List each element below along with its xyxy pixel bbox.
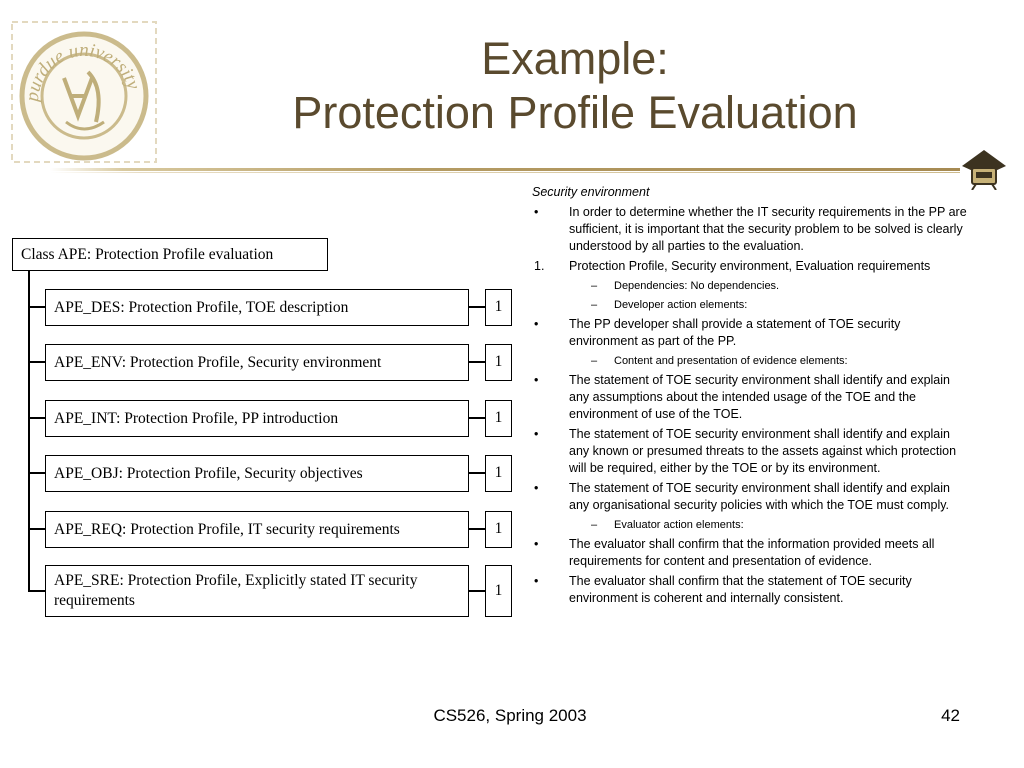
- component-box-ape-env: [45, 344, 469, 381]
- level-box: [485, 289, 512, 326]
- bullet-marker: •: [534, 537, 539, 551]
- tree-trunk-line: [28, 271, 30, 591]
- tree-branch-line: [28, 528, 46, 530]
- sub-list-item: [532, 278, 972, 294]
- title-line-2: Protection Profile Evaluation: [292, 87, 858, 138]
- component-label-line-1: APE_SRE: Protection Profile, Explicitly stated IT security: [54, 572, 418, 589]
- component-label: APE_OBJ: Protection Profile, Security objectives: [54, 465, 363, 482]
- component-label: APE_ENV: Protection Profile, Security environment: [54, 354, 382, 371]
- list-item-text: The statement of TOE security environment shall identify and explain any known or presumed threats to the assets against which protection will be required, either by the TOE or by its environment.: [569, 427, 957, 475]
- level-box: [485, 455, 512, 492]
- component-label: APE_REQ: Protection Profile, IT security requirements: [54, 521, 400, 538]
- list-item: [532, 258, 972, 275]
- level-value: 1: [494, 409, 503, 426]
- dash-marker: –: [591, 299, 598, 311]
- component-label: APE_INT: Protection Profile, PP introduction: [54, 410, 339, 427]
- level-box: [485, 511, 512, 548]
- dash-marker: –: [591, 280, 598, 292]
- list-item: [532, 372, 972, 423]
- list-item: [532, 316, 972, 350]
- component-box-ape-req: [45, 511, 469, 548]
- level-connector-line: [469, 590, 485, 592]
- bullet-marker: •: [534, 317, 539, 331]
- class-box: [12, 238, 328, 271]
- component-box-ape-sre: [45, 565, 469, 617]
- dash-marker: –: [591, 519, 598, 531]
- security-environment-notes: [532, 184, 972, 610]
- list-item: [532, 480, 972, 514]
- list-item-text: The evaluator shall confirm that the statement of TOE security environment is coherent and internally consistent.: [569, 574, 912, 605]
- bullet-marker: •: [534, 205, 539, 219]
- title-line-1: Example:: [481, 33, 669, 84]
- component-label: APE_DES: Protection Profile, TOE description: [54, 299, 349, 316]
- level-value: 1: [494, 298, 503, 315]
- level-connector-line: [469, 472, 485, 474]
- sub-list-item-text: Evaluator action elements:: [614, 519, 744, 531]
- bullet-marker: •: [534, 427, 539, 441]
- sub-list-item-text: Content and presentation of evidence elements:: [614, 355, 848, 367]
- list-item-text: The statement of TOE security environment shall identify and explain any organisational security policies with which the TOE must comply.: [569, 481, 950, 512]
- tree-branch-line: [28, 472, 46, 474]
- bullet-marker: •: [534, 574, 539, 588]
- footer-course: CS526, Spring 2003: [433, 706, 587, 725]
- component-box-ape-des: [45, 289, 469, 326]
- ape-class-diagram: [0, 0, 520, 640]
- level-value: 1: [494, 582, 503, 599]
- sub-list-item: [532, 353, 972, 369]
- sub-list-item: [532, 517, 972, 533]
- list-item: [532, 204, 972, 255]
- bullet-marker: •: [534, 481, 539, 495]
- class-label: Class APE: Protection Profile evaluation: [21, 246, 274, 263]
- level-box: [485, 565, 512, 617]
- footer-page-number: 42: [941, 706, 960, 725]
- level-value: 1: [494, 520, 503, 537]
- level-connector-line: [469, 306, 485, 308]
- tree-branch-line: [28, 361, 46, 363]
- tree-branch-line: [28, 417, 46, 419]
- sub-list-item-text: Dependencies: No dependencies.: [614, 280, 780, 292]
- sub-list-item: [532, 297, 972, 313]
- bullet-marker: •: [534, 373, 539, 387]
- list-item-text: The statement of TOE security environment shall identify and explain any assumptions about the intended usage of the TOE and the environment of use of the TOE.: [569, 373, 950, 421]
- level-value: 1: [494, 353, 503, 370]
- section-heading: Security environment: [532, 185, 650, 199]
- list-item-text: The evaluator shall confirm that the information provided meets all requirements for content and presentation of evidence.: [569, 537, 935, 568]
- level-connector-line: [469, 528, 485, 530]
- component-box-ape-obj: [45, 455, 469, 492]
- level-value: 1: [494, 464, 503, 481]
- list-item-text: Protection Profile, Security environment, Evaluation requirements: [569, 259, 931, 273]
- level-box: [485, 400, 512, 437]
- component-label-line-2: requirements: [54, 592, 135, 609]
- list-item-text: The PP developer shall provide a statement of TOE security environment as part of the PP.: [569, 317, 901, 348]
- list-item: [532, 426, 972, 477]
- sub-list-item-text: Developer action elements:: [614, 299, 748, 311]
- dash-marker: –: [591, 355, 598, 367]
- list-item: [532, 573, 972, 607]
- level-box: [485, 344, 512, 381]
- level-connector-line: [469, 361, 485, 363]
- number-marker: 1.: [534, 259, 545, 273]
- tree-branch-line: [28, 590, 46, 592]
- list-item: [532, 536, 972, 570]
- tree-branch-line: [28, 306, 46, 308]
- component-box-ape-int: [45, 400, 469, 437]
- seal-text: purdue university: [21, 39, 144, 103]
- level-connector-line: [469, 417, 485, 419]
- list-item-text: In order to determine whether the IT security requirements in the PP are sufficient, it is important that the security problem to be solved is clearly understood by all parties to the evaluation.: [569, 205, 967, 253]
